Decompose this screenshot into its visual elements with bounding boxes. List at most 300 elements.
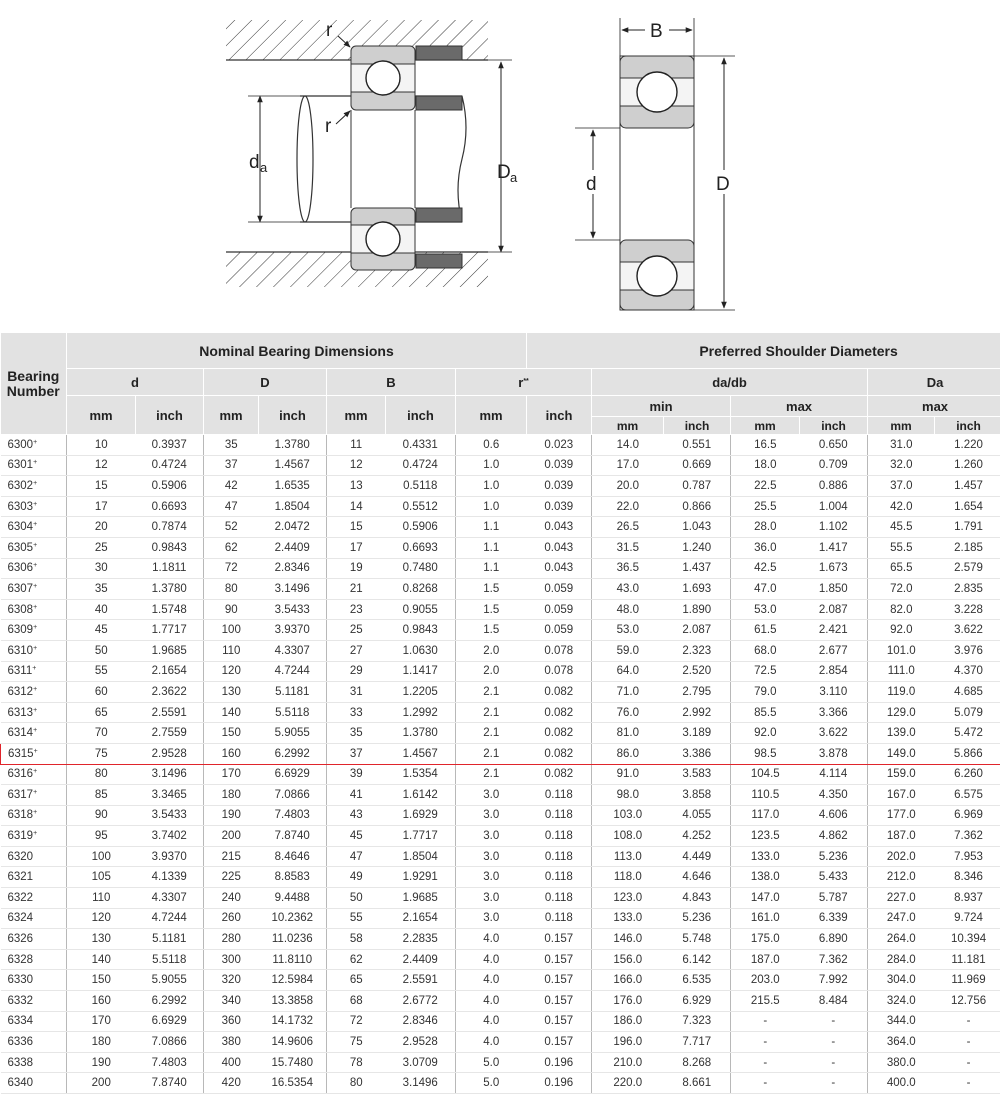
- table-cell: 0.5906: [136, 476, 204, 497]
- table-cell: 100: [67, 846, 136, 867]
- table-cell: 0.787: [664, 476, 731, 497]
- table-cell: 5.236: [800, 846, 868, 867]
- table-cell: 324.0: [868, 991, 935, 1012]
- table-cell: 8.4646: [259, 846, 327, 867]
- table-cell: 0.196: [527, 1073, 592, 1094]
- table-cell: 140: [204, 702, 259, 723]
- table-cell: 2.0: [456, 661, 527, 682]
- table-cell: 18.0: [731, 455, 800, 476]
- table-cell: 23: [327, 599, 386, 620]
- table-cell: 3.0: [456, 826, 527, 847]
- table-cell: 0.082: [527, 723, 592, 744]
- table-cell: 133.0: [592, 908, 664, 929]
- table-cell: 2.795: [664, 682, 731, 703]
- table-cell: 0.043: [527, 558, 592, 579]
- table-cell: 130: [204, 682, 259, 703]
- table-cell: 3.386: [664, 743, 731, 764]
- table-cell: 13.3858: [259, 991, 327, 1012]
- header-unit: mm: [67, 396, 136, 435]
- footnote-mark: +: [32, 665, 37, 673]
- header-max: max: [868, 396, 1000, 417]
- table-cell: 52: [204, 517, 259, 538]
- table-cell: 2.1: [456, 723, 527, 744]
- bearing-number-cell: 6309+: [1, 620, 67, 641]
- table-cell: 2.087: [664, 620, 731, 641]
- table-cell: 3.1496: [136, 764, 204, 785]
- table-cell: 62: [327, 949, 386, 970]
- bearing-number-cell: 6317+: [1, 785, 67, 806]
- table-cell: 0.7874: [136, 517, 204, 538]
- table-cell: 3.0: [456, 805, 527, 826]
- table-cell: 72: [327, 1011, 386, 1032]
- table-cell: 72.0: [868, 579, 935, 600]
- table-cell: 8.346: [935, 867, 1000, 888]
- table-cell: 180: [204, 785, 259, 806]
- label-da-sub: a: [260, 160, 268, 175]
- table-cell: 0.082: [527, 743, 592, 764]
- table-cell: 32.0: [868, 455, 935, 476]
- header-nominal-dimensions: Nominal Bearing Dimensions: [67, 333, 527, 369]
- table-cell: 3.878: [800, 743, 868, 764]
- table-row: [1, 743, 1000, 764]
- table-cell: -: [731, 1073, 800, 1094]
- table-cell: 14.9606: [259, 1032, 327, 1053]
- bearing-number-cell: 6305+: [1, 537, 67, 558]
- table-cell: 92.0: [868, 620, 935, 641]
- table-cell: 175.0: [731, 929, 800, 950]
- header-unit: mm: [731, 417, 800, 435]
- table-cell: 105: [67, 867, 136, 888]
- table-cell: 7.8740: [136, 1073, 204, 1094]
- table-cell: 5.9055: [136, 970, 204, 991]
- table-cell: 15: [67, 476, 136, 497]
- table-cell: 0.6693: [136, 496, 204, 517]
- bearing-number-cell: 6316+: [1, 764, 67, 785]
- table-cell: 1.3780: [136, 579, 204, 600]
- bearing-number-cell: 6315+: [1, 743, 67, 764]
- table-cell: 0.7480: [386, 558, 456, 579]
- table-cell: 4.0: [456, 970, 527, 991]
- table-cell: 156.0: [592, 949, 664, 970]
- header-B: B: [327, 369, 456, 396]
- table-cell: 6.535: [664, 970, 731, 991]
- table-cell: 6.2992: [136, 991, 204, 1012]
- table-cell: 3.5433: [259, 599, 327, 620]
- label-B: B: [650, 21, 663, 42]
- table-cell: 7.323: [664, 1011, 731, 1032]
- table-row: [1, 991, 1000, 1012]
- table-row: [1, 558, 1000, 579]
- table-cell: 31: [327, 682, 386, 703]
- table-row: [1, 517, 1000, 538]
- table-cell: 49: [327, 867, 386, 888]
- table-cell: -: [935, 1011, 1000, 1032]
- table-cell: 186.0: [592, 1011, 664, 1032]
- table-cell: 3.3465: [136, 785, 204, 806]
- table-cell: 123.0: [592, 888, 664, 909]
- table-cell: 4.370: [935, 661, 1000, 682]
- table-cell: -: [731, 1032, 800, 1053]
- table-row: [1, 888, 1000, 909]
- table-cell: 11.969: [935, 970, 1000, 991]
- header-unit: inch: [136, 396, 204, 435]
- table-cell: 0.118: [527, 846, 592, 867]
- table-cell: 1.2992: [386, 702, 456, 723]
- table-cell: 14: [327, 496, 386, 517]
- table-cell: 7.8740: [259, 826, 327, 847]
- table-cell: 0.4724: [136, 455, 204, 476]
- table-cell: 187.0: [731, 949, 800, 970]
- table-cell: 2.1: [456, 764, 527, 785]
- table-cell: 284.0: [868, 949, 935, 970]
- table-cell: 47.0: [731, 579, 800, 600]
- table-cell: 1.9685: [386, 888, 456, 909]
- table-cell: 4.7244: [259, 661, 327, 682]
- table-cell: 1.791: [935, 517, 1000, 538]
- table-cell: 0.118: [527, 785, 592, 806]
- table-cell: 98.5: [731, 743, 800, 764]
- table-cell: 43: [327, 805, 386, 826]
- table-cell: 210.0: [592, 1052, 664, 1073]
- table-cell: 22.0: [592, 496, 664, 517]
- table-cell: 1.5: [456, 579, 527, 600]
- table-cell: 0.4724: [386, 455, 456, 476]
- table-cell: 2.6772: [386, 991, 456, 1012]
- table-row: [1, 496, 1000, 517]
- table-cell: 1.7717: [386, 826, 456, 847]
- table-cell: 25.5: [731, 496, 800, 517]
- table-cell: 10: [67, 435, 136, 456]
- table-cell: 43.0: [592, 579, 664, 600]
- bearing-number-cell: 6336: [1, 1032, 67, 1053]
- table-cell: 6.339: [800, 908, 868, 929]
- table-cell: 70: [67, 723, 136, 744]
- table-cell: 4.646: [664, 867, 731, 888]
- table-cell: 0.669: [664, 455, 731, 476]
- table-cell: 8.8583: [259, 867, 327, 888]
- bearing-number-cell: 6326: [1, 929, 67, 950]
- header-unit: inch: [935, 417, 1000, 435]
- table-cell: 4.0: [456, 1011, 527, 1032]
- table-cell: 60: [67, 682, 136, 703]
- table-cell: 6.142: [664, 949, 731, 970]
- table-cell: 0.118: [527, 908, 592, 929]
- table-cell: 72: [204, 558, 259, 579]
- table-cell: 1.004: [800, 496, 868, 517]
- table-cell: 64.0: [592, 661, 664, 682]
- table-cell: 0.9055: [386, 599, 456, 620]
- table-cell: 4.1339: [136, 867, 204, 888]
- table-cell: 1.9291: [386, 867, 456, 888]
- table-cell: 55.5: [868, 537, 935, 558]
- header-unit: inch: [800, 417, 868, 435]
- bearing-number-cell: 6313+: [1, 702, 67, 723]
- table-cell: 5.0: [456, 1073, 527, 1094]
- table-cell: 15.7480: [259, 1052, 327, 1073]
- table-cell: 35: [204, 435, 259, 456]
- table-cell: 0.082: [527, 764, 592, 785]
- table-cell: 280: [204, 929, 259, 950]
- table-cell: 150: [204, 723, 259, 744]
- header-unit: mm: [868, 417, 935, 435]
- table-cell: 110: [204, 640, 259, 661]
- table-cell: 47: [327, 846, 386, 867]
- table-cell: 72.5: [731, 661, 800, 682]
- table-cell: 85: [67, 785, 136, 806]
- table-cell: 65: [327, 970, 386, 991]
- bearing-number-cell: 6312+: [1, 682, 67, 703]
- bearing-number-cell: 6328: [1, 949, 67, 970]
- table-cell: 2.677: [800, 640, 868, 661]
- table-cell: 1.673: [800, 558, 868, 579]
- header-unit: mm: [592, 417, 664, 435]
- footnote-mark: +: [33, 788, 38, 796]
- table-cell: 380: [204, 1032, 259, 1053]
- table-cell: 7.717: [664, 1032, 731, 1053]
- table-cell: 7.362: [800, 949, 868, 970]
- table-cell: 40: [67, 599, 136, 620]
- table-cell: 400.0: [868, 1073, 935, 1094]
- table-row: [1, 1011, 1000, 1032]
- table-cell: 8.661: [664, 1073, 731, 1094]
- table-cell: 5.472: [935, 723, 1000, 744]
- table-cell: 4.0: [456, 991, 527, 1012]
- table-cell: 5.0: [456, 1052, 527, 1073]
- table-cell: 1.8504: [259, 496, 327, 517]
- table-cell: 5.433: [800, 867, 868, 888]
- table-cell: 380.0: [868, 1052, 935, 1073]
- table-cell: 200: [67, 1073, 136, 1094]
- table-cell: 166.0: [592, 970, 664, 991]
- header-bearing-number: Bearing Number: [1, 333, 67, 435]
- table-cell: 400: [204, 1052, 259, 1073]
- table-row: [1, 661, 1000, 682]
- table-cell: 12.5984: [259, 970, 327, 991]
- table-cell: 11.181: [935, 949, 1000, 970]
- table-cell: 58: [327, 929, 386, 950]
- table-cell: -: [935, 1052, 1000, 1073]
- table-cell: 167.0: [868, 785, 935, 806]
- table-cell: 7.0866: [259, 785, 327, 806]
- bearing-number-cell: 6324: [1, 908, 67, 929]
- table-cell: 2.1654: [386, 908, 456, 929]
- table-cell: 1.0: [456, 496, 527, 517]
- table-cell: 0.3937: [136, 435, 204, 456]
- table-cell: 42.5: [731, 558, 800, 579]
- table-cell: 8.484: [800, 991, 868, 1012]
- footnote-mark: +: [33, 438, 38, 446]
- footnote-mark: +: [33, 541, 38, 549]
- table-cell: 0.157: [527, 1011, 592, 1032]
- table-cell: 1.5748: [136, 599, 204, 620]
- table-cell: 3.9370: [259, 620, 327, 641]
- table-cell: 0.886: [800, 476, 868, 497]
- table-cell: 2.0472: [259, 517, 327, 538]
- table-cell: 36.0: [731, 537, 800, 558]
- table-cell: 42: [204, 476, 259, 497]
- table-cell: 22.5: [731, 476, 800, 497]
- table-cell: 2.323: [664, 640, 731, 661]
- table-cell: 117.0: [731, 805, 800, 826]
- table-cell: 119.0: [868, 682, 935, 703]
- bearing-number-cell: 6318+: [1, 805, 67, 826]
- table-cell: 2.2835: [386, 929, 456, 950]
- table-cell: 3.110: [800, 682, 868, 703]
- footnote-mark: +: [33, 521, 38, 529]
- table-cell: 50: [67, 640, 136, 661]
- footnote-mark: +: [33, 747, 38, 755]
- footnote-mark: +: [33, 562, 38, 570]
- label-D: D: [716, 174, 730, 195]
- table-cell: 150: [67, 970, 136, 991]
- table-cell: 200: [204, 826, 259, 847]
- table-cell: 27: [327, 640, 386, 661]
- table-cell: 1.417: [800, 537, 868, 558]
- table-cell: 227.0: [868, 888, 935, 909]
- bearing-number-cell: 6306+: [1, 558, 67, 579]
- table-cell: 4.862: [800, 826, 868, 847]
- table-cell: 45: [327, 826, 386, 847]
- table-cell: 9.4488: [259, 888, 327, 909]
- table-cell: 65.5: [868, 558, 935, 579]
- table-row: [1, 929, 1000, 950]
- table-cell: 75: [327, 1032, 386, 1053]
- table-cell: 11.0236: [259, 929, 327, 950]
- footnote-mark: +: [33, 768, 38, 776]
- table-cell: -: [731, 1011, 800, 1032]
- header-Da: Da: [868, 369, 1000, 396]
- footnote-mark: +: [33, 582, 38, 590]
- table-cell: 304.0: [868, 970, 935, 991]
- table-cell: 2.1: [456, 702, 527, 723]
- table-cell: 0.157: [527, 949, 592, 970]
- table-cell: 0.082: [527, 682, 592, 703]
- table-cell: 2.9528: [386, 1032, 456, 1053]
- table-cell: 1.6535: [259, 476, 327, 497]
- table-cell: 247.0: [868, 908, 935, 929]
- table-cell: 2.7559: [136, 723, 204, 744]
- table-cell: 113.0: [592, 846, 664, 867]
- table-cell: 190: [204, 805, 259, 826]
- table-cell: 2.8346: [386, 1011, 456, 1032]
- table-cell: 240: [204, 888, 259, 909]
- table-cell: 0.157: [527, 991, 592, 1012]
- table-cell: 50: [327, 888, 386, 909]
- table-cell: 180: [67, 1032, 136, 1053]
- table-cell: 6.575: [935, 785, 1000, 806]
- table-cell: 2.992: [664, 702, 731, 723]
- table-cell: 0.043: [527, 537, 592, 558]
- mounted-bearing-section: [226, 20, 518, 287]
- table-cell: 11: [327, 435, 386, 456]
- table-cell: 10.394: [935, 929, 1000, 950]
- table-cell: 0.039: [527, 455, 592, 476]
- table-cell: 4.114: [800, 764, 868, 785]
- table-cell: 71.0: [592, 682, 664, 703]
- table-cell: 2.5591: [386, 970, 456, 991]
- header-preferred-shoulder: Preferred Shoulder Diameters: [527, 333, 1000, 369]
- table-cell: 2.835: [935, 579, 1000, 600]
- table-cell: 0.118: [527, 805, 592, 826]
- table-cell: 1.3780: [259, 435, 327, 456]
- table-cell: 9.724: [935, 908, 1000, 929]
- header-unit: inch: [664, 417, 731, 435]
- table-cell: 86.0: [592, 743, 664, 764]
- table-cell: 2.9528: [136, 743, 204, 764]
- table-cell: 53.0: [592, 620, 664, 641]
- table-row: [1, 476, 1000, 497]
- footnote-mark: +: [33, 500, 38, 508]
- table-cell: 0.709: [800, 455, 868, 476]
- table-cell: 68.0: [731, 640, 800, 661]
- table-cell: 2.185: [935, 537, 1000, 558]
- bearing-number-cell: 6300+: [1, 435, 67, 456]
- table-cell: 47: [204, 496, 259, 517]
- table-cell: 65: [67, 702, 136, 723]
- bearing-number-cell: 6304+: [1, 517, 67, 538]
- table-cell: 1.850: [800, 579, 868, 600]
- table-cell: 225: [204, 867, 259, 888]
- table-cell: -: [731, 1052, 800, 1073]
- table-cell: 149.0: [868, 743, 935, 764]
- header-dadb: da/db: [592, 369, 868, 396]
- table-cell: 2.8346: [259, 558, 327, 579]
- table-cell: 92.0: [731, 723, 800, 744]
- table-cell: 129.0: [868, 702, 935, 723]
- table-cell: 25: [67, 537, 136, 558]
- table-cell: 0.118: [527, 888, 592, 909]
- table-cell: -: [800, 1032, 868, 1053]
- table-cell: 196.0: [592, 1032, 664, 1053]
- table-cell: 6.890: [800, 929, 868, 950]
- table-cell: 110.5: [731, 785, 800, 806]
- table-cell: 1.4567: [259, 455, 327, 476]
- table-row: [1, 640, 1000, 661]
- table-cell: 5.1181: [136, 929, 204, 950]
- table-cell: 3.0: [456, 785, 527, 806]
- table-cell: 3.228: [935, 599, 1000, 620]
- table-cell: 80: [204, 579, 259, 600]
- table-cell: 0.059: [527, 620, 592, 641]
- table-cell: 16.5354: [259, 1073, 327, 1094]
- table-cell: 360: [204, 1011, 259, 1032]
- table-cell: 25: [327, 620, 386, 641]
- table-cell: 14.1732: [259, 1011, 327, 1032]
- bearing-number-cell: 6310+: [1, 640, 67, 661]
- table-cell: 139.0: [868, 723, 935, 744]
- footnote-mark: +: [33, 830, 38, 838]
- table-cell: 59.0: [592, 640, 664, 661]
- table-cell: 85.5: [731, 702, 800, 723]
- table-cell: 98.0: [592, 785, 664, 806]
- table-cell: 120: [204, 661, 259, 682]
- footnote-mark: **: [523, 377, 529, 385]
- table-row: [1, 764, 1000, 785]
- table-cell: 3.1496: [386, 1073, 456, 1094]
- table-cell: 37: [204, 455, 259, 476]
- table-cell: 215.5: [731, 991, 800, 1012]
- bearing-number-cell: 6334: [1, 1011, 67, 1032]
- table-cell: 61.5: [731, 620, 800, 641]
- table-cell: 3.189: [664, 723, 731, 744]
- table-cell: 1.890: [664, 599, 731, 620]
- table-cell: 4.449: [664, 846, 731, 867]
- table-row: [1, 599, 1000, 620]
- table-cell: 90: [67, 805, 136, 826]
- table-row: [1, 435, 1000, 456]
- table-cell: 123.5: [731, 826, 800, 847]
- table-cell: 0.059: [527, 579, 592, 600]
